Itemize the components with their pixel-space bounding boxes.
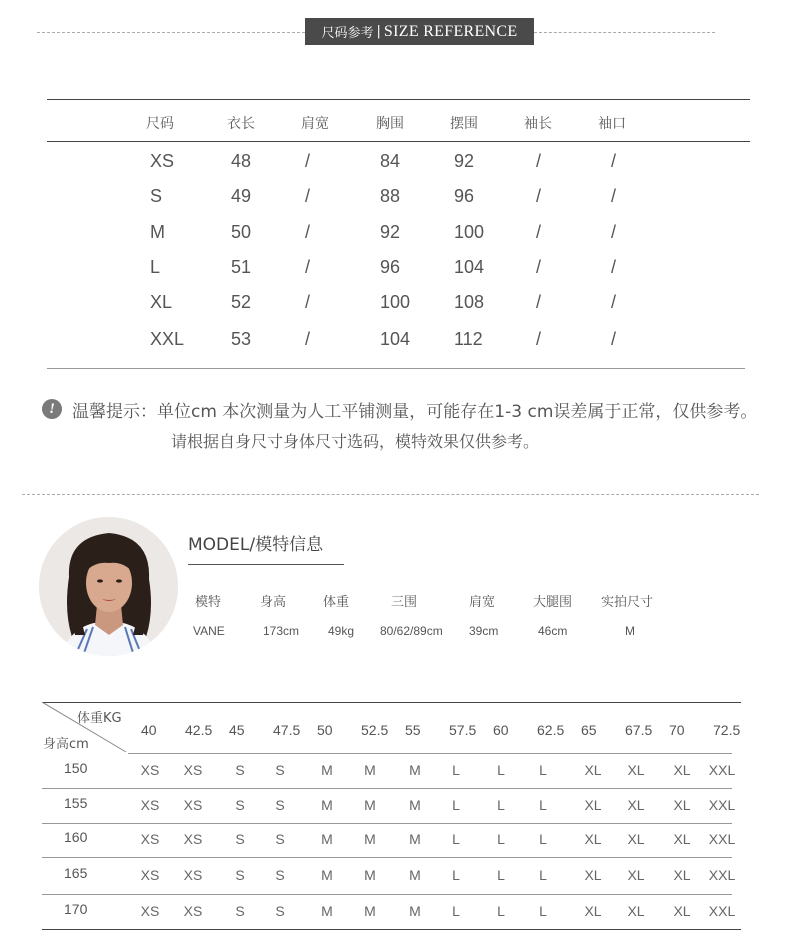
size-table-cell: 108 xyxy=(454,292,485,312)
size-table-header-cell: 肩宽 xyxy=(301,116,329,132)
wh-weight-header-cell: 60 xyxy=(493,722,509,738)
size-table-top-rule xyxy=(47,99,750,100)
wh-weight-header-cell: 47.5 xyxy=(273,722,301,738)
size-table-cell: / xyxy=(305,257,311,277)
model-info-header-cell: 实拍尺寸 xyxy=(601,595,654,610)
wh-size-cell: XS xyxy=(183,797,203,813)
wh-size-cell: L xyxy=(539,797,547,813)
section-title-cn: 尺码参考 xyxy=(321,26,374,41)
wh-size-cell: XS xyxy=(183,762,203,778)
wh-size-cell: M xyxy=(409,831,421,847)
wh-size-cell: M xyxy=(321,762,333,778)
section-divider xyxy=(22,494,759,495)
wh-size-cell: XXL xyxy=(708,762,736,778)
size-table-cell: S xyxy=(150,186,163,206)
wh-size-cell: XL xyxy=(627,831,645,847)
model-info-title: MODEL/模特信息 xyxy=(188,535,324,555)
wh-size-cell: XL xyxy=(673,867,691,883)
size-table-cell: / xyxy=(536,186,542,206)
wh-weight-header-cell: 40 xyxy=(141,722,157,738)
wh-weight-header-cell: 42.5 xyxy=(185,722,213,738)
wh-size-cell: M xyxy=(409,867,421,883)
section-title-separator: | xyxy=(376,24,381,39)
wh-weight-header-cell: 70 xyxy=(669,722,685,738)
wh-weight-header-cell: 72.5 xyxy=(713,722,741,738)
size-table-cell: / xyxy=(305,292,311,312)
wh-header-rule xyxy=(128,753,732,754)
wh-size-cell: M xyxy=(321,797,333,813)
wh-row-rule xyxy=(42,894,732,895)
wh-size-cell: XL xyxy=(627,867,645,883)
size-table-cell: / xyxy=(305,186,311,206)
header-dashed-line-left xyxy=(37,32,305,33)
wh-size-cell: S xyxy=(235,762,245,778)
wh-weight-header-cell: 62.5 xyxy=(537,722,565,738)
wh-size-cell: XL xyxy=(673,762,691,778)
header-dashed-line-right xyxy=(534,32,715,33)
wh-size-cell: S xyxy=(275,831,285,847)
wh-size-cell: S xyxy=(235,797,245,813)
wh-weight-header-cell: 50 xyxy=(317,722,333,738)
size-table-cell: 100 xyxy=(380,292,411,312)
wh-size-cell: M xyxy=(321,867,333,883)
wh-size-cell: XS xyxy=(183,867,203,883)
size-table-header-cell: 袖长 xyxy=(524,116,552,132)
wh-size-cell: S xyxy=(235,867,245,883)
model-info-header-cell: 身高 xyxy=(260,595,287,610)
size-table-cell: / xyxy=(611,329,617,349)
size-table-cell: 88 xyxy=(380,186,401,206)
size-table-header-cell: 摆围 xyxy=(450,116,478,132)
size-table-cell: XL xyxy=(150,292,173,312)
wh-size-cell: M xyxy=(364,831,376,847)
size-table-cell: / xyxy=(305,151,311,171)
size-table-cell: / xyxy=(305,222,311,242)
wh-size-cell: L xyxy=(539,762,547,778)
size-table-cell: / xyxy=(536,257,542,277)
wh-size-cell: L xyxy=(497,762,505,778)
wh-size-cell: L xyxy=(452,903,460,919)
size-table-bottom-rule xyxy=(47,368,745,369)
wh-size-cell: M xyxy=(321,903,333,919)
wh-size-cell: M xyxy=(364,867,376,883)
wh-height-label: 170 xyxy=(64,901,88,917)
wh-size-cell: L xyxy=(452,762,460,778)
exclamation-icon: ! xyxy=(42,399,62,419)
wh-size-cell: XXL xyxy=(708,867,736,883)
wh-size-cell: XL xyxy=(627,762,645,778)
size-table-cell: 96 xyxy=(380,257,401,277)
size-table-header-cell: 胸围 xyxy=(376,116,404,132)
model-info-header-cell: 模特 xyxy=(195,595,222,610)
wh-size-cell: L xyxy=(497,797,505,813)
model-info-header-cell: 体重 xyxy=(323,595,350,610)
size-table-cell: 52 xyxy=(231,292,252,312)
wh-size-cell: L xyxy=(539,867,547,883)
wh-weight-header-cell: 65 xyxy=(581,722,597,738)
size-table-cell: 92 xyxy=(380,222,401,242)
size-table-cell: M xyxy=(150,222,165,242)
size-table-cell: / xyxy=(536,292,542,312)
wh-size-cell: XL xyxy=(584,762,602,778)
size-table-cell: 96 xyxy=(454,186,475,206)
model-info-value-cell: VANE xyxy=(193,624,225,638)
size-table-header-cell: 尺码 xyxy=(146,116,174,132)
model-info-value-cell: 49kg xyxy=(328,624,355,638)
wh-size-cell: XS xyxy=(140,762,160,778)
wh-row-rule xyxy=(42,788,732,789)
wh-size-cell: M xyxy=(364,903,376,919)
size-table-cell: 112 xyxy=(454,329,483,349)
size-table-cell: / xyxy=(305,329,311,349)
size-table-cell: L xyxy=(150,257,161,277)
wh-size-cell: XS xyxy=(183,831,203,847)
wh-size-cell: XS xyxy=(140,797,160,813)
size-table-cell: / xyxy=(611,186,617,206)
wh-size-cell: XS xyxy=(140,867,160,883)
size-table-cell: 92 xyxy=(454,151,475,171)
wh-height-label: 165 xyxy=(64,865,88,881)
wh-size-cell: S xyxy=(275,762,285,778)
wh-size-cell: S xyxy=(275,797,285,813)
size-table-cell: / xyxy=(536,222,542,242)
size-table-cell: / xyxy=(536,329,542,349)
wh-size-cell: XL xyxy=(627,797,645,813)
wh-size-cell: XL xyxy=(627,903,645,919)
section-title-en: SIZE REFERENCE xyxy=(383,22,518,40)
size-table-cell: / xyxy=(611,222,617,242)
wh-corner-height-label: 身高cm xyxy=(43,737,89,752)
model-info-header-cell: 大腿围 xyxy=(533,595,573,610)
wh-size-cell: L xyxy=(452,867,460,883)
size-table-cell: XXL xyxy=(150,329,185,349)
wh-weight-header-cell: 52.5 xyxy=(361,722,389,738)
model-info-value-cell: 39cm xyxy=(469,624,499,638)
wh-row-rule xyxy=(42,823,732,824)
wh-size-cell: M xyxy=(364,762,376,778)
model-portrait-image xyxy=(39,517,178,656)
wh-size-cell: L xyxy=(452,797,460,813)
wh-size-cell: XL xyxy=(673,903,691,919)
size-table-cell: 104 xyxy=(380,329,411,349)
wh-size-cell: M xyxy=(409,762,421,778)
size-table-cell: XS xyxy=(150,151,175,171)
tip-text-line1: 温馨提示：单位cm 本次测量为人工平铺测量，可能存在1-3 cm误差属于正常，仅供参考。 xyxy=(72,402,758,422)
wh-size-cell: M xyxy=(409,903,421,919)
wh-size-cell: S xyxy=(235,903,245,919)
model-avatar xyxy=(39,517,178,656)
wh-size-cell: M xyxy=(364,797,376,813)
wh-weight-header-cell: 45 xyxy=(229,722,245,738)
wh-size-cell: M xyxy=(321,831,333,847)
wh-size-cell: XL xyxy=(584,831,602,847)
wh-height-label: 160 xyxy=(64,829,88,845)
size-table-cell: 48 xyxy=(231,151,252,171)
size-table-cell: / xyxy=(611,292,617,312)
size-table-header-cell: 衣长 xyxy=(227,116,255,132)
size-table-cell: 100 xyxy=(454,222,485,242)
model-info-value-cell: M xyxy=(625,624,635,638)
wh-size-cell: XL xyxy=(584,867,602,883)
wh-size-cell: XXL xyxy=(708,797,736,813)
size-table-cell: 84 xyxy=(380,151,401,171)
tip-text-line2: 请根据自身尺寸身体尺寸选码，模特效果仅供参考。 xyxy=(171,432,540,451)
wh-size-cell: XL xyxy=(584,903,602,919)
wh-size-cell: S xyxy=(275,903,285,919)
wh-size-cell: XS xyxy=(140,831,160,847)
wh-size-cell: XL xyxy=(584,797,602,813)
wh-row-rule xyxy=(42,929,741,930)
wh-weight-header-cell: 67.5 xyxy=(625,722,653,738)
wh-row-rule xyxy=(42,857,732,858)
wh-size-cell: M xyxy=(409,797,421,813)
wh-size-cell: L xyxy=(539,903,547,919)
wh-weight-header-cell: 57.5 xyxy=(449,722,477,738)
wh-size-cell: XS xyxy=(183,903,203,919)
wh-table-top-rule xyxy=(42,702,741,703)
wh-size-cell: S xyxy=(235,831,245,847)
size-table-cell: 51 xyxy=(231,257,252,277)
size-table-header-cell: 袖口 xyxy=(598,116,626,132)
wh-corner-weight-label: 体重KG xyxy=(77,711,122,726)
wh-height-label: 155 xyxy=(64,795,88,811)
model-info-underline xyxy=(188,564,344,565)
model-info-header-cell: 肩宽 xyxy=(469,595,496,610)
model-info-header-cell: 三围 xyxy=(391,595,418,610)
size-table-cell: 50 xyxy=(231,222,252,242)
wh-size-cell: L xyxy=(497,903,505,919)
wh-size-cell: L xyxy=(497,831,505,847)
section-title-size-reference xyxy=(305,18,534,45)
size-table-cell: 104 xyxy=(454,257,485,277)
wh-size-cell: S xyxy=(275,867,285,883)
wh-size-cell: XL xyxy=(673,797,691,813)
size-table-cell: / xyxy=(611,257,617,277)
wh-size-cell: L xyxy=(539,831,547,847)
wh-weight-header-cell: 55 xyxy=(405,722,421,738)
wh-size-cell: XS xyxy=(140,903,160,919)
size-table-cell: / xyxy=(536,151,542,171)
size-table-cell: 53 xyxy=(231,329,252,349)
wh-size-cell: XXL xyxy=(708,831,736,847)
wh-size-cell: XL xyxy=(673,831,691,847)
size-table-cell: 49 xyxy=(231,186,252,206)
wh-size-cell: XXL xyxy=(708,903,736,919)
wh-size-cell: L xyxy=(497,867,505,883)
model-info-value-cell: 173cm xyxy=(263,624,300,638)
model-info-value-cell: 46cm xyxy=(538,624,568,638)
model-info-value-cell: 80/62/89cm xyxy=(380,624,443,638)
wh-size-cell: L xyxy=(452,831,460,847)
size-table-header-rule xyxy=(47,141,750,142)
size-table-cell: / xyxy=(611,151,617,171)
wh-height-label: 150 xyxy=(64,760,88,776)
